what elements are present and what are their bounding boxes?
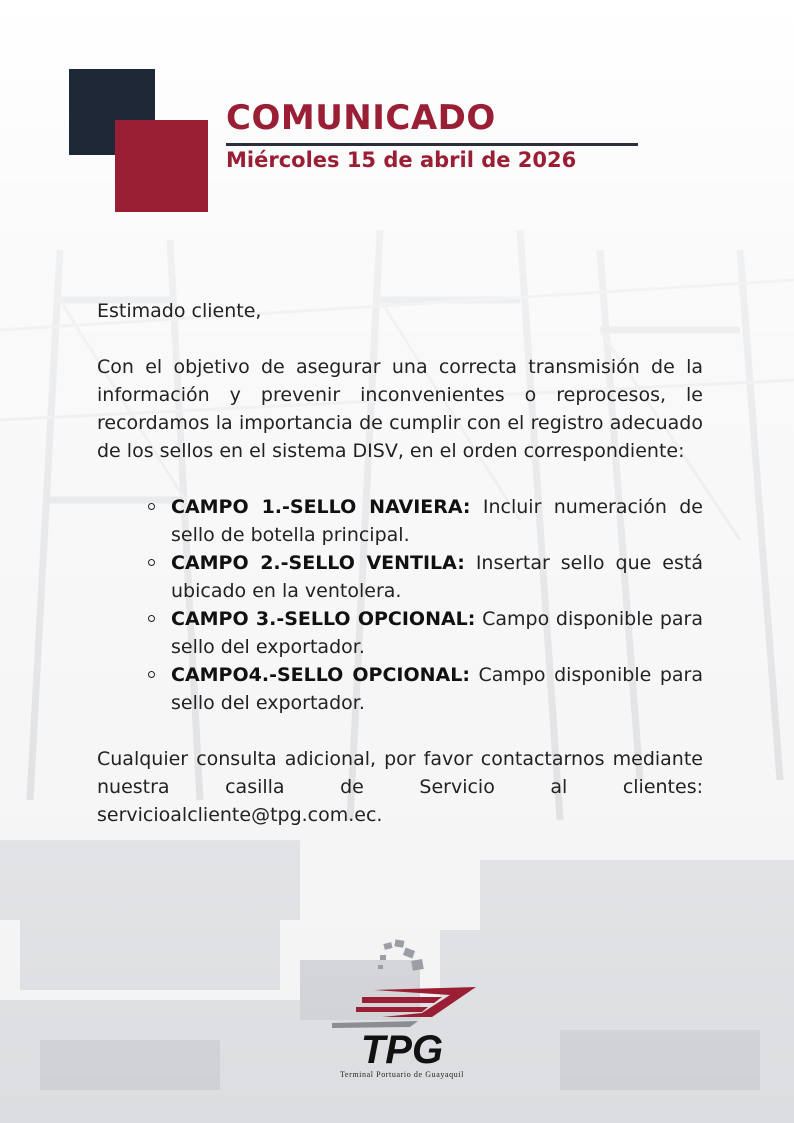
field-text: Campo disponible para sello del exportador. — [171, 608, 704, 658]
letter-body — [97, 297, 703, 829]
logo-swoosh-icon — [356, 987, 476, 1017]
logo-squares-icon — [378, 939, 424, 970]
closing-paragraph: Cualquier consulta adicional, por favor contactarnos mediante nuestra casilla de Servicio al clientes: servicioalcliente@tpg.com.ec. — [97, 748, 703, 826]
bullet-circle-icon — [148, 503, 155, 510]
field-label: CAMPO 1.-SELLO NAVIERA: — [171, 496, 471, 518]
bullet-circle-icon — [148, 615, 155, 622]
field-text: Campo disponible para sello del exportador. — [171, 664, 704, 714]
logo-caption: Terminal Portuario de Guayaquil — [339, 1070, 464, 1079]
field-text: Insertar sello que está ubicado en la ventolera. — [171, 552, 703, 602]
field-list — [97, 493, 703, 717]
list-item — [171, 493, 703, 549]
field-label: CAMPO 2.-SELLO VENTILA: — [171, 552, 465, 574]
tpg-logo — [322, 935, 482, 1085]
title-underline — [226, 143, 638, 146]
date-line: Miércoles 15 de abril de 2026 — [226, 148, 577, 172]
list-item — [171, 661, 703, 717]
intro-paragraph: Con el objetivo de asegurar una correcta transmisión de la información y prevenir inconvenientes o reprocesos, le recordamos la importancia de cumplir con el registro adecuado de los sellos en el sistema DISV, en el orden correspondiente: — [97, 356, 703, 462]
greeting: Estimado cliente, — [97, 300, 262, 322]
list-item — [171, 605, 703, 661]
page-title: COMUNICADO — [226, 98, 496, 138]
bullet-circle-icon — [148, 671, 155, 678]
field-label: CAMPO 3.-SELLO OPCIONAL: — [171, 608, 476, 630]
header-red-square — [115, 120, 208, 212]
logo-mark: TPG — [360, 1028, 444, 1072]
field-text: Incluir numeración de sello de botella principal. — [171, 496, 703, 546]
bullet-circle-icon — [148, 559, 155, 566]
field-label: CAMPO4.-SELLO OPCIONAL: — [171, 664, 470, 686]
list-item — [171, 549, 703, 605]
